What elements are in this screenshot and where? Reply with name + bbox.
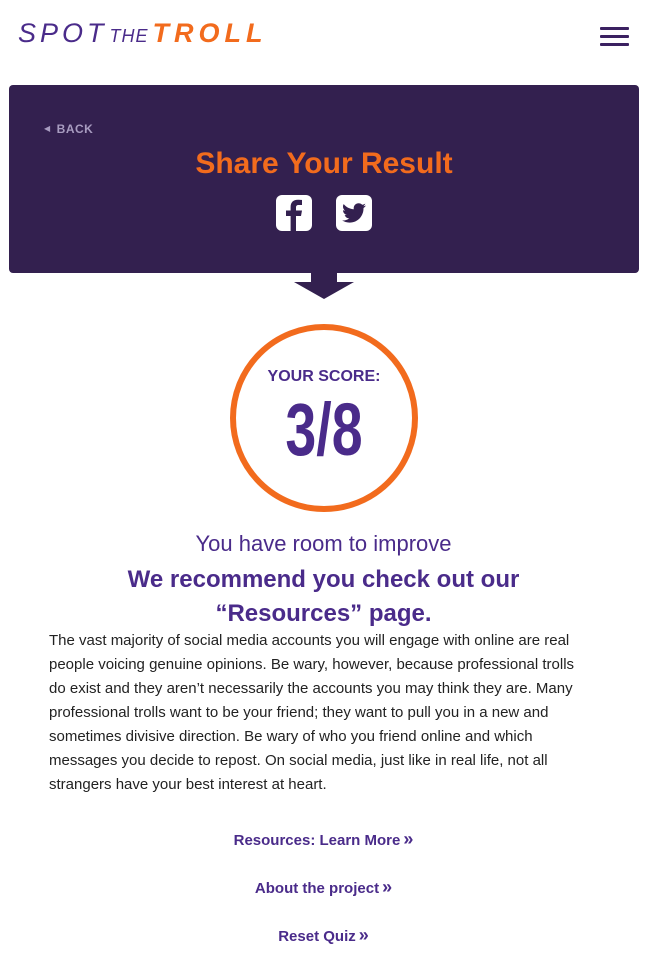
spot-the-troll-logo[interactable] xyxy=(18,18,268,49)
reset-quiz-link[interactable] xyxy=(0,925,647,946)
about-link-label: About the project xyxy=(254,880,380,897)
resources-learn-more-link[interactable] xyxy=(0,829,647,850)
chevron-right-icon: » xyxy=(382,877,393,897)
logo-spot: SPOT xyxy=(18,18,108,48)
site-header xyxy=(0,0,647,75)
logo-troll: TROLL xyxy=(152,18,268,48)
reset-link-label: Reset Quiz xyxy=(278,928,356,945)
facebook-share-button[interactable] xyxy=(276,195,312,231)
about-project-link[interactable] xyxy=(0,877,647,898)
score-circle xyxy=(230,324,418,512)
back-link[interactable] xyxy=(44,122,93,136)
chevron-right-icon: » xyxy=(358,925,369,945)
hamburger-icon xyxy=(600,27,629,30)
chevron-right-icon: » xyxy=(403,829,414,849)
score-label: YOUR SCORE: xyxy=(267,368,381,385)
result-description: The vast majority of social media accounts you will engage with online are real people voicing genuine opinions. Be wary, however, because professional trolls do exist and they aren’t necessarily the accounts you may think they are. Many professional trolls want to be your friend; they want to pull you in a new and sometimes divisive direction. Be wary of who you friend online and which messages you decide to repost. On social media, just like in real life, not all strangers have your best interest at heart. xyxy=(49,632,575,793)
share-banner xyxy=(9,85,639,273)
down-arrow-icon xyxy=(294,273,354,300)
twitter-share-button[interactable] xyxy=(336,195,372,231)
back-label: BACK xyxy=(56,122,94,136)
menu-button[interactable] xyxy=(600,27,629,47)
twitter-icon xyxy=(336,195,372,231)
facebook-icon xyxy=(276,195,312,231)
share-title: Share Your Result xyxy=(195,147,453,180)
result-recommendation: We recommend you check out our “Resources” page. xyxy=(127,566,520,627)
resources-link-label: Resources: Learn More xyxy=(233,832,401,849)
back-arrow-icon: ◀ xyxy=(44,124,51,133)
result-headline: You have room to improve xyxy=(195,531,452,556)
logo-the: THE xyxy=(109,26,149,46)
score-value: 3/8 xyxy=(285,388,363,471)
